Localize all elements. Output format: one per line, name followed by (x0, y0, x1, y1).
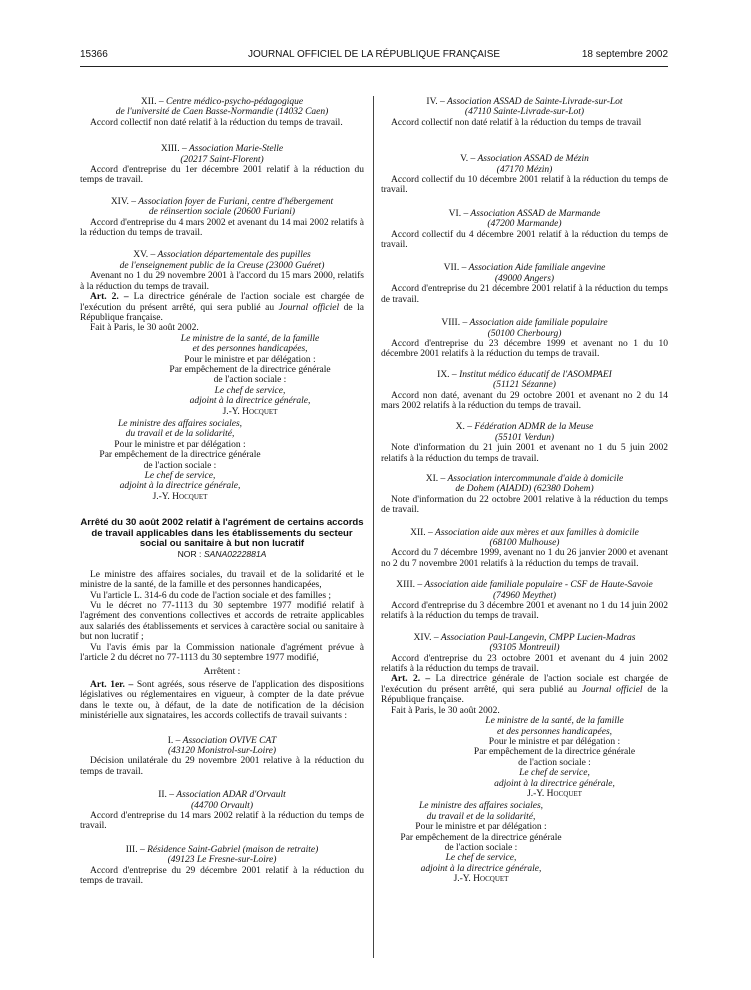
entry-title: II. – Association ADAR d'Orvault (158, 790, 286, 801)
entry-body: Accord collectif non daté relatif à la réduction du temps de travail. (90, 117, 343, 128)
entry-title: XII. – Centre médico-psycho-pédagogique (140, 97, 304, 107)
signature-block-2 (381, 801, 581, 884)
signature-line: Le chef de service, (519, 768, 590, 779)
entry-body: Décision unilatérale du 29 novembre 2001 relative à la réduction du temps de travail. (80, 756, 364, 777)
entry-body: Note d'information du 21 juin 2001 et avenant no 1 du 5 juin 2002 relatifs à la réduction du temps de travail. (381, 443, 668, 464)
left-column (80, 97, 364, 886)
preamble: Vu l'article L. 314-6 du code de l'action sociale et des familles ; (90, 590, 332, 601)
entry-subtitle: de réinsertion sociale (20600 Furiani) (148, 207, 296, 218)
fait-a-paris: Fait à Paris, le 30 août 2002. (90, 323, 199, 334)
entry-body: Accord collectif du 10 décembre 2001 relatif à la réduction du temps de travail. (381, 175, 668, 196)
entry-title: XI. – Association intercommunale d'aide à domicile (425, 473, 624, 484)
entry-subtitle: (51121 Sézanne) (493, 380, 556, 391)
signature-block-1 (136, 334, 364, 417)
signatory-name: J.-Y. Hocquet (527, 788, 582, 799)
column-divider (373, 96, 374, 958)
entry-title: I. – Association OVIVE CAT (167, 735, 277, 746)
signature-line: Par empêchement de la directrice générale (473, 747, 636, 758)
signature-line: Le ministre de la santé, de la famille (180, 333, 320, 344)
entry-title: XIV. – Association Paul-Langevin, CMPP Lucien-Madras (413, 632, 636, 643)
entry-body: Accord non daté, avenant du 29 octobre 2001 et avenant no 2 du 14 mars 2002 relatifs à la réduction du temps de travail. (381, 390, 668, 411)
entry-subtitle: (50100 Cherbourg) (487, 328, 562, 339)
signatory-name: J.-Y. Hocquet (152, 491, 208, 502)
entry-subtitle: (47170 Mézin) (496, 164, 553, 175)
entry-title: XV. – Association départementale des pupilles (133, 250, 311, 261)
header-rule (80, 66, 668, 67)
entry-title: VII. – Association Aide familiale angevine (443, 263, 606, 274)
entry-body: Accord du 7 décembre 1999, avenant no 1 du 26 janvier 2000 et avenant no 2 du 7 novembre 2001 relatifs à la réduction du temps de travail. (381, 548, 668, 569)
article-2: Art. 2. – La directrice générale de l'action sociale est chargée de l'exécution du présent arrêté, qui sera publié au Journal officiel de la République française. (80, 292, 364, 323)
entry-subtitle: (93105 Montreuil) (489, 643, 560, 654)
signature-block-2 (80, 419, 280, 502)
signature-line: de l'action sociale : (143, 460, 217, 471)
entry-title: XII. – Association aide aux mères et aux familles à domicile (410, 527, 639, 538)
entry-subtitle: de l'université de Caen Basse-Normandie (14032 Caen) (115, 107, 329, 118)
signatory-name: J.-Y. Hocquet (222, 406, 278, 417)
signature-line: de l'action sociale : (518, 757, 591, 768)
preamble: Vu le décret no 77-1113 du 30 septembre 1977 modifié relatif à l'agrément des conventions collectives et accords de retraite applicables aux salariés des établissements et services à caractère social ou sanitaire à but non lucratif ; (80, 601, 364, 643)
entry-body: Accord d'entreprise du 29 décembre 2001 relatif à la réduction du temps de travail. (80, 865, 364, 886)
preamble: Vu l'avis émis par la Commission nationale d'agrément prévue à l'article 2 du décret no 77-1113 du 30 septembre 1977 modifié, (80, 642, 364, 664)
entry-subtitle: (55101 Verdun) (494, 432, 554, 443)
entry-title: X. – Fédération ADMR de la Meuse (455, 422, 594, 433)
signature-line: du travail et de la solidarité, (125, 429, 235, 440)
signature-line: du travail et de la solidarité, (426, 811, 536, 822)
page-header (80, 49, 668, 63)
signatory-name: J.-Y. Hocquet (453, 874, 509, 885)
entry-subtitle: de Dohem (AIADD) (62380 Dohem) (455, 484, 594, 495)
signature-line: adjoint à la directrice générale, (494, 778, 615, 789)
entry-body: Accord d'entreprise du 14 mars 2002 relatif à la réduction du temps de travail. (80, 810, 364, 832)
signature-line: adjoint à la directrice générale, (420, 863, 542, 874)
signature-line: Pour le ministre et par délégation : (415, 822, 547, 833)
right-column (381, 97, 668, 885)
entry-body: Avenant no 1 du 29 novembre 2001 à l'accord du 15 mars 2000, relatifs à la réduction du temps de travail. (80, 271, 364, 292)
entry-body: Accord d'entreprise du 3 décembre 2001 et avenant no 1 du 14 juin 2002 relatifs à la réduction du temps de travail. (381, 601, 668, 622)
entry-title: XIII. – Association Marie-Stelle (160, 144, 284, 155)
article-2: Art. 2. – La directrice générale de l'action sociale est chargée de l'exécution du présent arrêté, qui sera publié au Journal officiel de la République française. (381, 674, 668, 706)
signature-line: et des personnes handicapées, (496, 726, 613, 737)
signature-line: Le ministre des affaires sociales, (418, 801, 544, 812)
arrete-title: Arrêté du 30 août 2002 relatif à l'agrément de certains accords de travail applicables dans les établissements du secteur social ou sanitaire à but non lucratif (80, 517, 364, 550)
entry-title: IV. – Association ASSAD de Sainte-Livrade-sur-Lot (426, 97, 623, 107)
signature-line: Pour le ministre et par délégation : (114, 439, 246, 450)
page-number: 15366 (80, 49, 108, 60)
journal-title: JOURNAL OFFICIEL DE LA RÉPUBLIQUE FRANÇAISE (247, 49, 501, 60)
issue-date: 18 septembre 2002 (581, 49, 668, 60)
signature-line: Le ministre des affaires sociales, (117, 418, 243, 429)
preamble: Le ministre des affaires sociales, du travail et de la solidarité et le ministre de la santé, de la famille et des personnes handicapées, (80, 569, 364, 591)
entry-title: IX. – Institut médico éducatif de l'ASOMPAEI (437, 369, 612, 380)
signature-line: Le chef de service, (214, 385, 286, 396)
entry-title: V. – Association ASSAD de Mézin (460, 154, 589, 165)
signature-line: adjoint à la directrice générale, (119, 481, 241, 492)
entry-title: III. – Résidence Saint-Gabriel (maison de retraite) (125, 844, 319, 855)
fait-a-paris: Fait à Paris, le 30 août 2002. (391, 705, 500, 716)
entry-subtitle: (47110 Sainte-Livrade-sur-Lot) (464, 107, 585, 118)
entry-subtitle: de l'enseignement public de la Creuse (23000 Guéret) (119, 260, 325, 271)
entry-body: Accord d'entreprise du 4 mars 2002 et avenant du 14 mai 2002 relatifs à la réduction du temps de travail. (80, 217, 364, 239)
entry-subtitle: (49123 Le Fresne-sur-Loire) (167, 855, 277, 866)
signature-line: Pour le ministre et par délégation : (184, 354, 316, 365)
signature-line: Par empêchement de la directrice générale (99, 450, 261, 461)
arretent: Arrêtent : (203, 666, 241, 677)
signature-line: de l'action sociale : (444, 842, 518, 853)
entry-subtitle: (74960 Meythet) (492, 590, 557, 601)
entry-subtitle: (68100 Mulhouse) (489, 538, 560, 548)
entry-body: Note d'information du 22 octobre 2001 relative à la réduction du temps de travail. (381, 494, 668, 516)
signature-line: et des personnes handicapées, (192, 344, 308, 355)
entry-title: VIII. – Association aide familiale populaire (441, 318, 608, 329)
signature-line: adjoint à la directrice générale, (189, 396, 311, 407)
entry-title: XIII. – Association aide familiale populaire - CSF de Haute-Savoie (396, 580, 653, 591)
entry-title: XIV. – Association foyer de Furiani, centre d'hébergement (110, 196, 334, 207)
entry-subtitle: (49000 Angers) (494, 273, 555, 284)
signature-line: Le ministre de la santé, de la famille (485, 716, 624, 727)
signature-line: Pour le ministre et par délégation : (488, 736, 621, 747)
signature-line: Par empêchement de la directrice générale (400, 832, 562, 843)
entry-subtitle: (44700 Orvault) (190, 800, 253, 811)
signature-block-1 (441, 716, 668, 799)
entry-body: Accord d'entreprise du 21 décembre 2001 relatif à la réduction du temps de travail. (381, 284, 668, 305)
entry-subtitle: (47200 Marmande) (487, 219, 562, 230)
signature-line: Le chef de service, (144, 471, 216, 481)
signature-line: de l'action sociale : (213, 375, 287, 386)
entry-title: VI. – Association ASSAD de Marmande (448, 208, 601, 219)
entry-body: Accord d'entreprise du 23 décembre 1999 et avenant no 1 du 10 décembre 2001 relatifs à la réduction du temps de travail. (381, 338, 668, 360)
entry-subtitle: (20217 Saint-Florent) (180, 154, 264, 165)
article-1: Art. 1er. – Sont agréés, sous réserve de l'application des dispositions législatives ou réglementaires en vigueur, à compter de la date prévue dans le texte ou, à défaut, de la date de notification de la décision ministérielle aux signataires, les accords collectifs de travail suivants : (80, 679, 364, 722)
entry-body: Accord collectif du 4 décembre 2001 relatif à la réduction du temps de travail. (381, 229, 668, 251)
entry-body: Accord d'entreprise du 1er décembre 2001 relatif à la réduction du temps de travail. (80, 165, 364, 186)
nor-reference: NOR : SANA0222881A (177, 549, 267, 560)
signature-line: Le chef de service, (445, 853, 517, 864)
entry-subtitle: (43120 Monistrol-sur-Loire) (167, 745, 277, 756)
signature-line: Par empêchement de la directrice générale (169, 364, 331, 375)
entry-body: Accord d'entreprise du 23 octobre 2001 et avenant du 4 juin 2002 relatifs à la réduction du temps de travail. (381, 653, 668, 675)
entry-body: Accord collectif non daté relatif à la réduction du temps de travail (391, 117, 642, 128)
